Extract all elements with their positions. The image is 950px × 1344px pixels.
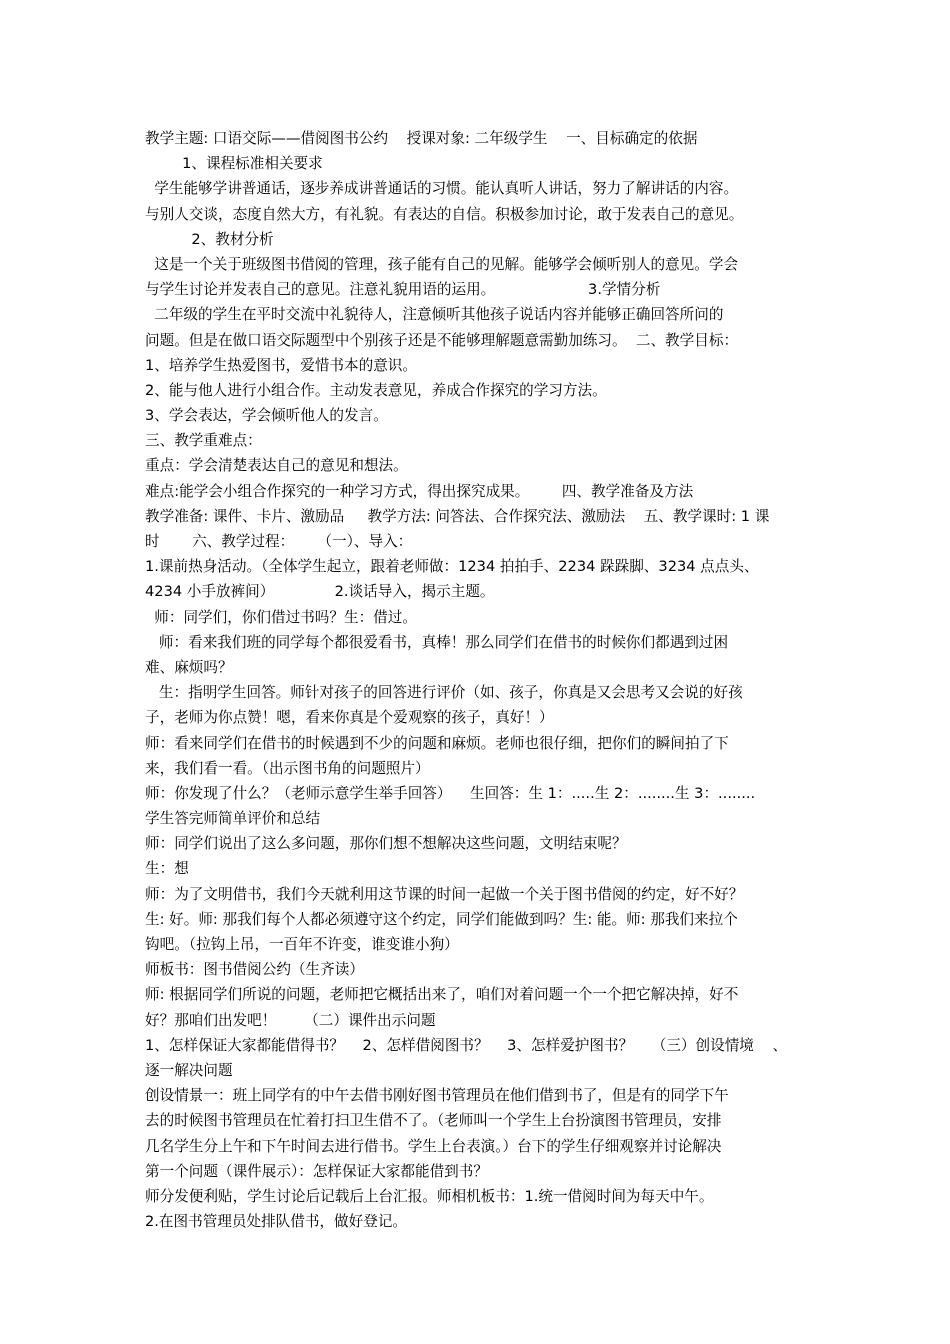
text-line: 师：你发现了什么？（老师示意学生举手回答） 生回答：生 1：.....生 2：........生 3：........ bbox=[145, 784, 756, 802]
text-line: 2.在图书管理员处排队借书，做好登记。 bbox=[145, 1213, 408, 1231]
text-line: 三、教学重难点： bbox=[145, 432, 262, 450]
text-line: 2、教材分析 bbox=[145, 230, 274, 248]
text-line: 难、麻烦吗？ bbox=[145, 658, 233, 676]
text-line: 第一个问题（课件展示）：怎样保证大家都能借到书？ bbox=[145, 1162, 488, 1180]
text-line: 师：看来同学们在借书的时候遇到不少的问题和麻烦。老师也很仔细，把你们的瞬间拍了下 bbox=[145, 734, 729, 752]
text-line: 4234 小手放裤间） 2.谈话导入，揭示主题。 bbox=[145, 583, 495, 601]
text-line: 师：同学们，你们借过书吗？生：借过。 bbox=[145, 608, 417, 626]
text-line: 创设情景一：班上同学有的中午去借书刚好图书管理员在他们借到书了，但是有的同学下午 bbox=[145, 1087, 729, 1105]
text-line: 去的时候图书管理员在忙着打扫卫生借不了。（老师叫一个学生上台扮演图书管理员，安排 bbox=[145, 1112, 722, 1130]
text-line: 来，我们看一看。（出示图书角的问题照片） bbox=[145, 759, 430, 777]
text-line: 师：看来我们班的同学每个都很爱看书，真棒！那么同学们在借书的时候你们都遇到过困 bbox=[145, 633, 729, 651]
text-line: 逐一解决问题 bbox=[145, 1061, 233, 1079]
text-line: 这是一个关于班级图书借阅的管理，孩子能有自己的见解。能够学会倾听别人的意见。学会 bbox=[145, 255, 739, 273]
text-line: 师板书：图书借阅公约（生齐读） bbox=[145, 961, 364, 979]
text-line: 好？那咱们出发吧！ （二）课件出示问题 bbox=[145, 1011, 436, 1029]
text-line: 学生答完师简单评价和总结 bbox=[145, 810, 321, 828]
text-line: 师：为了文明借书，我们今天就利用这节课的时间一起做一个关于图书借阅的约定，好不好？ bbox=[145, 885, 744, 903]
text-line: 2、能与他人进行小组合作。主动发表意见，养成合作探究的学习方法。 bbox=[145, 381, 607, 399]
text-line: 与学生讨论并发表自己的意见。注意礼貌用语的运用。 3.学情分析 bbox=[145, 281, 661, 299]
text-line: 几名学生分上午和下午时间去进行借书。学生上台表演。）台下的学生仔细观察并讨论解决 bbox=[145, 1137, 722, 1155]
text-line: 生：指明学生回答。师针对孩子的回答进行评价（如、孩子，你真是又会思考又会说的好孩 bbox=[145, 684, 743, 702]
text-line: 重点：学会清楚表达自己的意见和想法。 bbox=[145, 457, 408, 475]
text-line: 钩吧。（拉钩上吊，一百年不许变，谁变谁小狗） bbox=[145, 936, 459, 953]
text-line: 1、怎样保证大家都能借得书？ 2、怎样借阅图书？ 3、怎样爱护图书？ （三）创设情境 、 bbox=[145, 1036, 788, 1054]
text-line: 1、课程标准相关要求 bbox=[145, 155, 323, 173]
text-line: 师: 根据同学们所说的问题，老师把它概括出来了，咱们对着问题一个一个把它解决掉，好不 bbox=[145, 986, 739, 1004]
text-line: 难点:能学会小组合作探究的一种学习方式，得出探究成果。 四、教学准备及方法 bbox=[145, 482, 694, 500]
text-line: 子，老师为你点赞！嗯，看来你真是个爱观察的孩子，真好！） bbox=[145, 709, 554, 727]
text-line: 1.课前热身活动。（全体学生起立，跟着老师做：1234 拍拍手、2234 跺跺脚、3234 点点头、 bbox=[145, 558, 759, 576]
text-line: 问题。但是在做口语交际题型中个别孩子还是不能够理解题意需勤加练习。 二、教学目标： bbox=[145, 331, 739, 349]
text-line: 生：想 bbox=[145, 860, 189, 878]
text-line: 师：同学们说出了这么多问题，那你们想不想解决这些问题，文明结束呢？ bbox=[145, 835, 627, 853]
text-line: 学生能够学讲普通话，逐步养成讲普通话的习惯。能认真听人讲话，努力了解讲话的内容。 bbox=[145, 180, 739, 198]
text-line: 生: 好。师: 那我们每个人都必须遵守这个约定，同学们能做到吗？生: 能。师: 那我们来拉个 bbox=[145, 910, 738, 928]
text-line: 时 六、教学过程： （一）、导入： bbox=[145, 533, 413, 550]
text-line: 与别人交谈，态度自然大方，有礼貌。有表达的自信。积极参加讨论，敢于发表自己的意见。 bbox=[145, 205, 744, 223]
text-line: 二年级的学生在平时交流中礼貌待人，注意倾听其他孩子说话内容并能够正确回答所问的 bbox=[145, 306, 724, 324]
document-body bbox=[145, 126, 817, 1234]
text-line: 教学主题: 口语交际——借阅图书公约 授课对象: 二年级学生 一、目标确定的依据 bbox=[145, 130, 698, 147]
text-line: 师分发便利贴，学生讨论后记载后上台汇报。师相机板书：1.统一借阅时间为每天中午。 bbox=[145, 1187, 714, 1205]
text-line: 1、培养学生热爱图书，爱惜书本的意识。 bbox=[145, 356, 417, 374]
text-line: 3、学会表达，学会倾听他人的发言。 bbox=[145, 407, 388, 425]
text-line: 教学准备: 课件、卡片、激励品 教学方法: 问答法、合作探究法、激励法 五、教学课时: 1 课 bbox=[145, 507, 770, 525]
